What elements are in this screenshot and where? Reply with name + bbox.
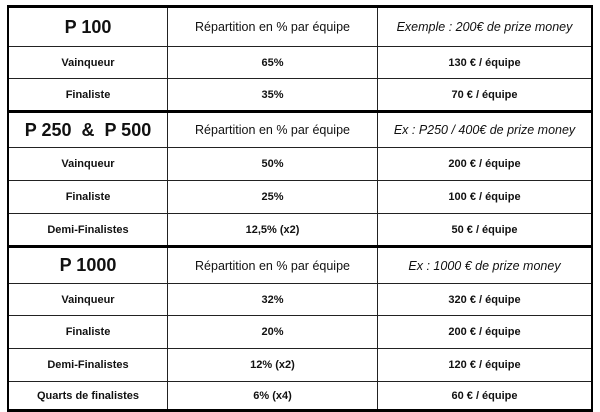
- table-row: [8, 316, 592, 349]
- column-header-percent: Répartition en % par équipe: [168, 112, 378, 148]
- row-amount: 130 € / équipe: [378, 47, 593, 79]
- table-row: [8, 79, 592, 112]
- table-row: [8, 349, 592, 382]
- column-header-example: Exemple : 200€ de prize money: [378, 7, 593, 47]
- row-amount: 120 € / équipe: [378, 349, 593, 382]
- row-amount: 70 € / équipe: [378, 79, 593, 112]
- section-title: P 1000: [8, 247, 168, 284]
- row-amount: 320 € / équipe: [378, 284, 593, 316]
- section-header-p1000: [8, 247, 592, 284]
- column-header-percent: Répartition en % par équipe: [168, 247, 378, 284]
- section-header-p250-p500: [8, 112, 592, 148]
- section-title: P 100: [8, 7, 168, 47]
- row-percent: 12,5% (x2): [168, 214, 378, 247]
- row-percent: 6% (x4): [168, 382, 378, 411]
- row-percent: 20%: [168, 316, 378, 349]
- column-header-percent: Répartition en % par équipe: [168, 7, 378, 47]
- row-label: Finaliste: [8, 181, 168, 214]
- row-percent: 25%: [168, 181, 378, 214]
- row-label: Demi-Finalistes: [8, 349, 168, 382]
- table-row: [8, 181, 592, 214]
- row-amount: 60 € / équipe: [378, 382, 593, 411]
- row-label: Quarts de finalistes: [8, 382, 168, 411]
- row-label: Finaliste: [8, 79, 168, 112]
- table-row: [8, 284, 592, 316]
- row-percent: 50%: [168, 148, 378, 181]
- row-percent: 35%: [168, 79, 378, 112]
- row-amount: 50 € / équipe: [378, 214, 593, 247]
- row-amount: 200 € / équipe: [378, 148, 593, 181]
- table-row: [8, 382, 592, 411]
- table-row: [8, 47, 592, 79]
- section-title: P 250 & P 500: [8, 112, 168, 148]
- row-label: Demi-Finalistes: [8, 214, 168, 247]
- table-row: [8, 214, 592, 247]
- prize-money-table: [7, 5, 593, 412]
- row-amount: 200 € / équipe: [378, 316, 593, 349]
- row-label: Vainqueur: [8, 148, 168, 181]
- row-label: Vainqueur: [8, 284, 168, 316]
- table-row: [8, 148, 592, 181]
- row-label: Vainqueur: [8, 47, 168, 79]
- section-header-p100: [8, 7, 592, 47]
- row-amount: 100 € / équipe: [378, 181, 593, 214]
- row-label: Finaliste: [8, 316, 168, 349]
- row-percent: 12% (x2): [168, 349, 378, 382]
- row-percent: 32%: [168, 284, 378, 316]
- column-header-example: Ex : 1000 € de prize money: [378, 247, 593, 284]
- column-header-example: Ex : P250 / 400€ de prize money: [378, 112, 593, 148]
- row-percent: 65%: [168, 47, 378, 79]
